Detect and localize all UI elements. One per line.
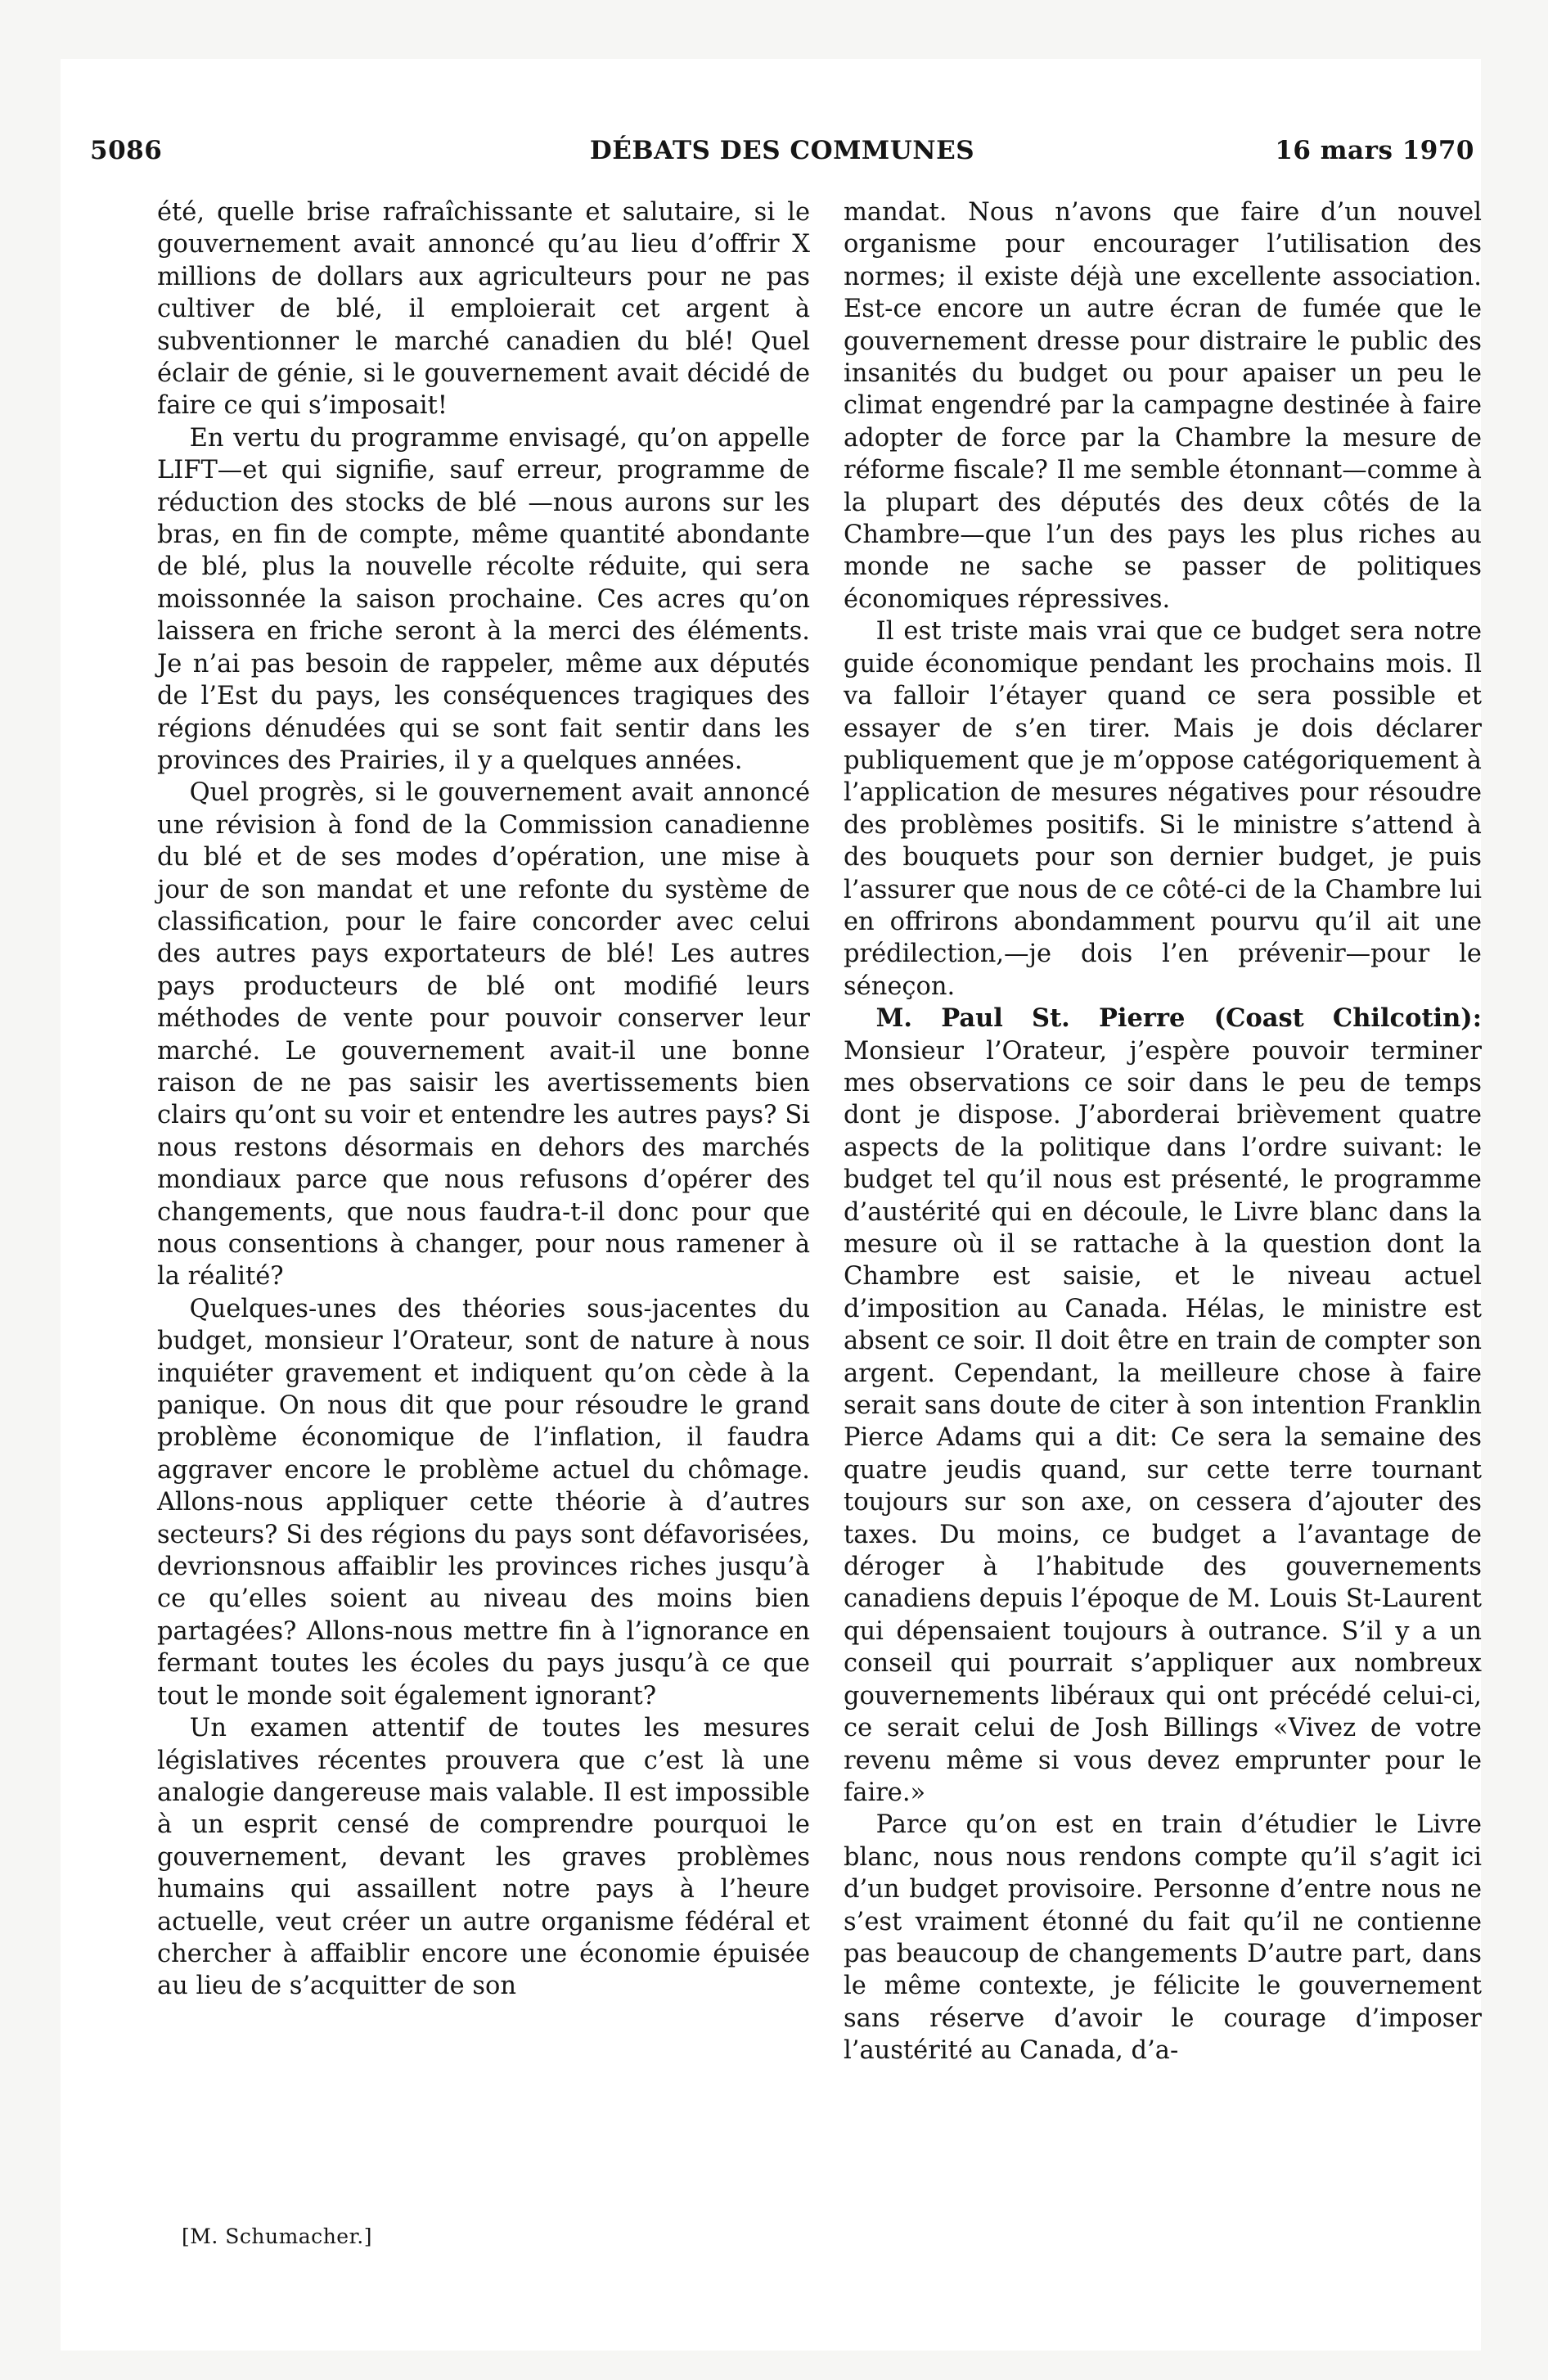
paragraph: Quel progrès, si le gouvernement avait annoncé une révision à fond de la Commission canadienne du blé et de ses modes d’opération, une mise à jour de son mandat et une refonte du système de classification, pour le faire concorder avec celui des autres pays exportateurs de blé! Les autres pays producteurs de blé ont modifié leurs méthodes de vente pour pouvoir conserver leur marché. Le gouvernement avait-il une bonne raison de ne pas saisir les avertissements bien clairs qu’ont su voir et entendre les autres pays? Si nous restons désormais en dehors des marchés mondiaux parce que nous refusons d’opérer des changements, que nous faudra-t-il donc pour que nous consentions à changer, pour nous ramener à la réalité? (157, 778, 810, 1291)
page-header (90, 136, 1474, 182)
paragraph: Quelques-unes des théories sous-jacentes du budget, monsieur l’Orateur, sont de nature à nous inquiéter gravement et indiquent qu’on cède à la panique. On nous dit que pour résoudre le grand problème économique de l’inflation, il faudra aggraver encore le problème actuel du chômage. Allons-nous appliquer cette théorie à d’autres secteurs? Si des régions du pays sont défavorisées, devrionsnous affaiblir les provinces riches jusqu’à ce qu’elles soient au niveau des moins bien partagées? Allons-nous mettre fin à l’ignorance en fermant toutes les écoles du pays jusqu’à ce que tout le monde soit également ignorant? (157, 1294, 810, 1711)
paragraph: Il est triste mais vrai que ce budget sera notre guide économique pendant les prochains mois. Il va falloir l’étayer quand ce sera possible et essayer de s’en tirer. Mais je dois déclarer publiquement que je m’oppose catégoriquement à l’application de mesures négatives pour résoudre des problèmes positifs. Si le ministre s’attend à des bouquets pour son dernier budget, je puis l’assurer que nous de ce côté-ci de la Chambre lui en offrirons abondamment pourvu qu’il ait une prédilection,—je dois l’en prévenir—pour le séneçon. (844, 617, 1482, 1001)
right-column (844, 196, 1482, 2067)
paragraph: Parce qu’on est en train d’étudier le Livre blanc, nous nous rendons compte qu’il s’agit ici d’un budget provisoire. Personne d’entre nous ne s’est vraiment étonné du fait qu’il ne contienne pas beaucoup de changements D’autre part, dans le même contexte, je félicite le gouvernement sans réserve d’avoir le courage d’imposer l’austérité au Canada, d’a- (844, 1810, 1482, 2066)
publication-title: DÉBATS DES COMMUNES (589, 136, 975, 165)
issue-date: 16 mars 1970 (1275, 136, 1474, 165)
paragraph: Un examen attentif de toutes les mesures législatives récentes prouvera que c’est là une analogie dangereuse mais valable. Il est impossible à un esprit censé de comprendre pourquoi le gouvernement, devant les graves problèmes humains qui assaillent notre pays à l’heure actuelle, veut créer un autre organisme fédéral et chercher à affaiblir encore une économie épuisée au lieu de s’acquitter de son (157, 1714, 810, 2001)
left-column (157, 196, 810, 2003)
paragraph: En vertu du programme envisagé, qu’on appelle LIFT—et qui signifie, sauf erreur, programme de réduction des stocks de blé —nous aurons sur les bras, en fin de compte, même quantité abondante de blé, plus la nouvelle récolte réduite, qui sera moissonnée la saison prochaine. Ces acres qu’on laissera en friche seront à la merci des éléments. Je n’ai pas besoin de rappeler, même aux députés de l’Est du pays, les conséquences tragiques des régions dénudées qui se sont fait sentir dans les provinces des Prairies, il y a quelques années. (157, 423, 810, 775)
speech-text: Monsieur l’Orateur, j’espère pouvoir terminer mes observations ce soir dans le peu de temps dont je dispose. J’aborderai brièvement quatre aspects de la politique dans l’ordre suivant: le budget tel qu’il nous est présenté, le programme d’austérité qui en découle, le Livre blanc dans la mesure où il se rattache à la question dont la Chambre est saisie, et le niveau actuel d’imposition au Canada. Hélas, le ministre est absent ce soir. Il doit être en train de compter son argent. Cependant, la meilleure chose à faire serait sans doute de citer à son intention Franklin Pierce Adams qui a dit: Ce sera la semaine des quatre jeudis quand, sur cette terre tournant toujours sur son axe, on cessera d’ajouter des taxes. Du moins, ce budget a l’avantage de déroger à l’habitude des gouvernements canadiens depuis l’époque de M. Louis St-Laurent qui dépensaient toujours à outrance. S’il y a un conseil qui pourrait s’appliquer aux nombreux gouvernements libéraux qui ont précédé celui-ci, ce serait celui de Josh Billings «Vivez de votre revenu même si vous devez emprunter pour le faire.» (844, 1036, 1482, 1807)
page-number: 5086 (90, 136, 163, 165)
paragraph: été, quelle brise rafraîchissante et salutaire, si le gouvernement avait annoncé qu’au lieu d’offrir X millions de dollars aux agriculteurs pour ne pas cultiver de blé, il emploierait cet argent à subventionner le marché canadien du blé! Quel éclair de génie, si le gouvernement avait décidé de faire ce qui s’imposait! (157, 198, 810, 421)
speech-paragraph (844, 1003, 1482, 1809)
speaker-name: M. Paul St. Pierre (Coast Chilcotin): (875, 1003, 1482, 1034)
paragraph: mandat. Nous n’avons que faire d’un nouvel organisme pour encourager l’utilisation des normes; il existe déjà une excellente association. Est-ce encore un autre écran de fumée que le gouvernement dresse pour distraire le public des insanités du budget ou pour apaiser un peu le climat engendré par la campagne destinée à faire adopter de force par la Chambre la mesure de réforme fiscale? Il me semble étonnant—comme à la plupart des députés des deux côtés de la Chambre—que l’un des pays les plus riches au monde ne sache se passer de politiques économiques répressives. (844, 198, 1482, 614)
speaker-attribution: [M. Schumacher.] (182, 2224, 372, 2248)
